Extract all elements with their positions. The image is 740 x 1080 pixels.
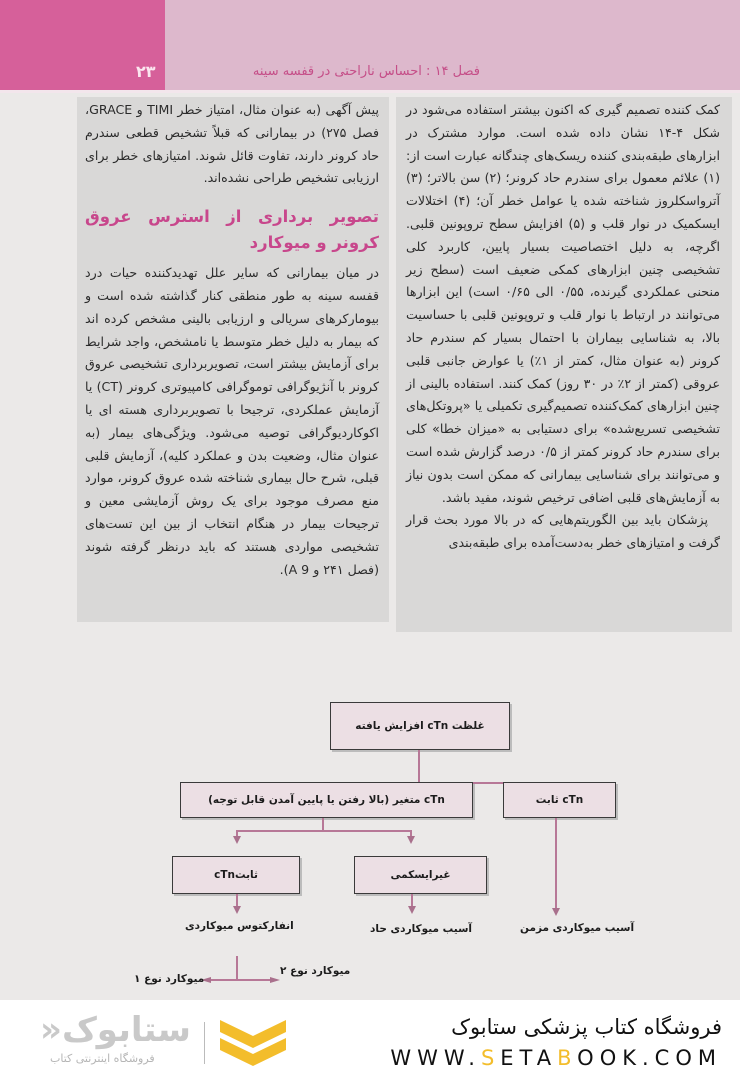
box-label: غلظت cTn افزایش یافته <box>355 720 485 732</box>
outcome-chronic-myocardial-injury: آسیب میوکاردی مزمن <box>520 922 635 934</box>
chapter-title: فصل ۱۴ : احساس ناراحتی در قفسه سینه <box>252 64 480 79</box>
box-label: غیرایسکمی <box>390 869 451 881</box>
box-label: cTn متغیر (بالا رفتن یا پایین آمدن قابل توجه) <box>208 794 445 806</box>
connector-line <box>236 830 412 832</box>
arrow-down-icon <box>408 906 416 914</box>
chevron-logo-icon <box>218 1018 288 1066</box>
arrow-down-icon <box>407 836 415 844</box>
watermark-footer <box>0 1000 740 1080</box>
box-label: ثابتcTn <box>214 869 258 881</box>
section-heading: تصویر برداری از استرس عروق کرونر و میوکارد <box>85 207 379 253</box>
brand-logo-wordmark: ستابوک« <box>40 1010 191 1050</box>
connector-line <box>236 956 238 980</box>
page-number-block <box>0 0 165 92</box>
box-nonischemic <box>354 856 487 894</box>
flowchart-diagram <box>0 640 740 1000</box>
logo-divider <box>204 1022 205 1064</box>
arrow-right-icon <box>270 977 280 983</box>
connector-line <box>555 818 557 910</box>
label-type1-mi: میوکارد نوع ۱ <box>134 973 205 985</box>
outcome-acute-myocardial-injury: آسیب میوکاردی حاد <box>370 923 473 935</box>
paragraph: پزشکان باید بین الگوریتم‌هایی که در بالا مورد بحث قرار گرفت و امتیازهای خطر به‌دست‌آمده برای طبقه‌بندی <box>406 512 720 551</box>
arrow-down-icon <box>552 908 560 916</box>
arrow-down-icon <box>233 906 241 914</box>
label-type2-mi: میوکارد نوع ۲ <box>280 965 351 977</box>
box-ischemic <box>172 856 300 894</box>
box-elevated-ctn <box>330 702 510 750</box>
brand-logo-subtitle: فروشگاه اینترنتی کتاب <box>50 1052 155 1065</box>
store-url[interactable]: WWW.SETABOOK.COM <box>390 1046 722 1070</box>
left-text-column <box>77 97 389 622</box>
store-name: فروشگاه کتاب پزشکی ستابوک <box>451 1015 722 1039</box>
page-number: ۲۳ <box>136 62 156 81</box>
box-label: cTn ثابت <box>535 794 584 806</box>
paragraph: کمک کننده تصمیم گیری که اکنون بیشتر استفاده می‌شود در شکل ۴-۱۴ نشان داده شده است. موارد مشترک در ابزارهای طبقه‌بندی کننده ریسک‌های چندگانه عبارت است از: (۱) علائم معمول برای سندرم حاد کرونر؛ (۲) سن بالاتر؛ (۳) آترواسکلروز شناخته شده یا عوامل خطر آن؛ (۴) اختلالات ایسکمیک در نوار قلب و (۵) افزایش سطح تروپونین قلبی. اگرچه، به دلیل اختصاصیت بسیار پایین، کاربرد کلی تشخیصی چنین ابزارهای کمکی ضعیف است (سطح زیر منحنی عملکردی گیرنده، ۰/۵۵ الی ۰/۶۵ است) این ابزارها می‌توانند در ارتباط با نوار قلب و تروپونین قلبی با حساسیت بالا، به شناسایی بیماران با احتمال بسیار کم سندرم حاد کرونر (به عنوان مثال، کمتر از ۱٪) یا عوارض جانبی قلبی عروقی (کمتر از ۲٪ در ۳۰ روز) کمک کنند. استفاده بالینی از چنین ابزارهای کمک‌کننده تصمیم‌گیری تکمیلی یا «پروتکل‌های تشخیصی تسریع‌شده» برای دستیابی به «میزان خطا» کلی برای سندرم حاد کرونر کمتر از ۰/۵ درصد گزارش شده است و می‌توانند برای شناسایی بیمارانی که ممکن است بدون نیاز به آزمایش‌های قلبی اضافی ترخیص شوند، مفید باشد. <box>406 102 720 505</box>
page-header <box>0 0 740 92</box>
connector-line <box>322 818 324 830</box>
box-stable-ctn <box>503 782 616 818</box>
connector-line <box>210 979 270 981</box>
right-text-column <box>396 97 732 632</box>
paragraph: در میان بیمارانی که سایر علل تهدیدکننده حیات درد قفسه سینه به طور منطقی کنار گذاشته شده است و بیومارکرهای سریالی و ارزیابی بالینی مشخص کرده اند که بیمار به دلیل خطر متوسط یا نامشخص، واجد شرایط برای آزمایش بیشتر است، تصویربرداری تشخیصی عروق کرونر با آنژیوگرافی توموگرافی کامپیوتری کرونر (CT) یا آزمایش عملکردی، ترجیحا با تصویربرداری هسته ای یا اکوکاردیوگرافی توصیه می‌شود. ویژگی‌های بیمار (به عنوان مثال، وضعیت بدن و عملکرد کلیه)، آزمایش قلبی قبلی، شرح حال بیماری شناخته شده عروق کرونر، موارد منع مصرف موجود برای یک روش آزمایشی معین و ترجیحات بیمار در هنگام انتخاب از بین این تست‌های تشخیصی مواردی هستند که باید درنظر گرفته شوند (فصل ۲۴۱ و A 9). <box>85 265 379 577</box>
outcome-myocardial-infarction: انفارکتوس میوکاردی <box>185 920 294 932</box>
header-divider <box>0 90 740 93</box>
box-variable-ctn <box>180 782 473 818</box>
connector-line <box>418 750 420 782</box>
arrow-down-icon <box>233 836 241 844</box>
paragraph: پیش آگهی (به عنوان مثال، امتیاز خطر TIMI و GRACE، فصل ۲۷۵) در بیمارانی که قبلاً تشخیص قطعی سندرم حاد کرونر دارند، تفاوت قائل شوند. امتیازهای خطر برای ارزیابی تشخیص طراحی نشده‌اند. <box>85 102 379 186</box>
